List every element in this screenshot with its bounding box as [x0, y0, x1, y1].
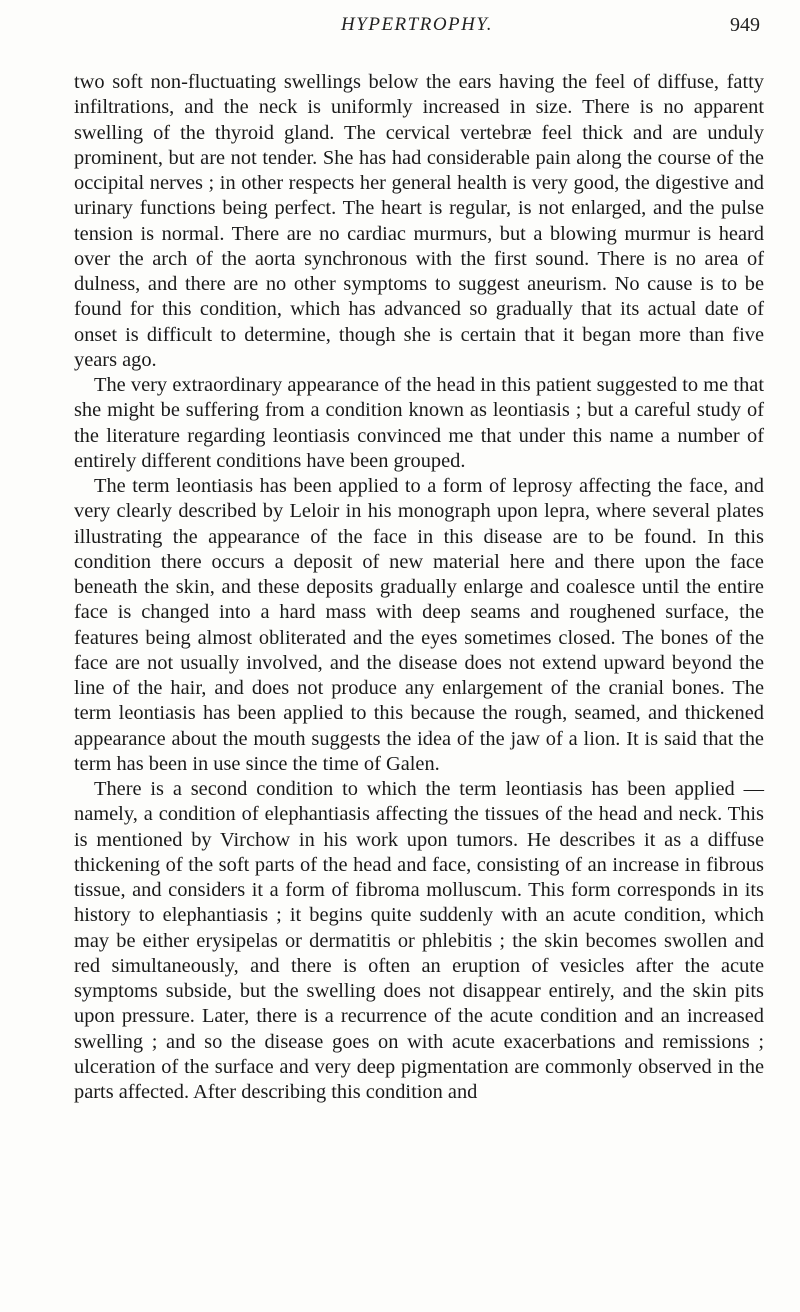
running-head: HYPERTROPHY.: [341, 14, 493, 35]
paragraph-4: There is a second condition to which the term leontiasis has been applied — namely, a condition of elephantiasis affecting the tissues of the head and neck. This is mentioned by Virchow in his work upon tumors. He describes it as a diffuse thickening of the soft parts of the head and face, consisting of an increase in fibrous tissue, and considers it a form of fibroma molluscum. This form corresponds in its history to elephantiasis ; it begins quite suddenly with an acute condition, which may be either erysipelas or dermatitis or phlebitis ; the skin becomes swollen and red simultaneously, and there is often an eruption of vesicles after the acute symptoms subside, but the swelling does not disappear entirely, and the skin pits upon pressure. Later, there is a recurrence of the acute condition and an increased swelling ; and so the disease goes on with acute exacerbations and remissions ; ulceration of the surface and very deep pigmentation are commonly observed in the parts affected. After describing this condition and: [74, 778, 764, 1103]
paragraph-2: The very extraordinary appearance of the head in this patient suggested to me that she might be suffering from a condition known as leontiasis ; but a careful study of the literature regarding leontiasis convinced me that under this name a number of entirely different conditions have been grouped.: [74, 374, 764, 472]
page-header: [72, 14, 762, 46]
body-text: [74, 70, 764, 1105]
paragraph-3: The term leontiasis has been applied to a form of leprosy affecting the face, and very clearly described by Leloir in his monograph upon lepra, where several plates illustrating the appearance of the face in this disease are to be found. In this condition there occurs a deposit of new material here and there upon the face beneath the skin, and these deposits gradually enlarge and coalesce until the entire face is changed into a hard mass with deep seams and roughened surface, the features being almost obliterated and the eyes sometimes closed. The bones of the face are not usually involved, and the disease does not extend upward beyond the line of the hair, and does not produce any enlargement of the cranial bones. The term leontiasis has been applied to this because the rough, seamed, and thickened appearance about the mouth suggests the idea of the jaw of a lion. It is said that the term has been in use since the time of Galen.: [74, 475, 764, 775]
paragraph-1: two soft non-fluctuating swellings below the ears having the feel of diffuse, fatty infiltrations, and the neck is uniformly increased in size. There is no apparent swelling of the thyroid gland. The cervical vertebræ feel thick and are unduly prominent, but are not tender. She has had considerable pain along the course of the occipital nerves ; in other respects her general health is very good, the digestive and urinary functions being perfect. The heart is regular, is not enlarged, and the pulse tension is normal. There are no cardiac murmurs, but a blowing murmur is heard over the arch of the aorta synchronous with the first sound. There is no area of dulness, and there are no other symptoms to suggest aneurism. No cause is to be found for this condition, which has advanced so gradually that its actual date of onset is difficult to determine, though she is certain that it began more than five years ago.: [74, 71, 764, 371]
page-number: 949: [730, 14, 760, 36]
